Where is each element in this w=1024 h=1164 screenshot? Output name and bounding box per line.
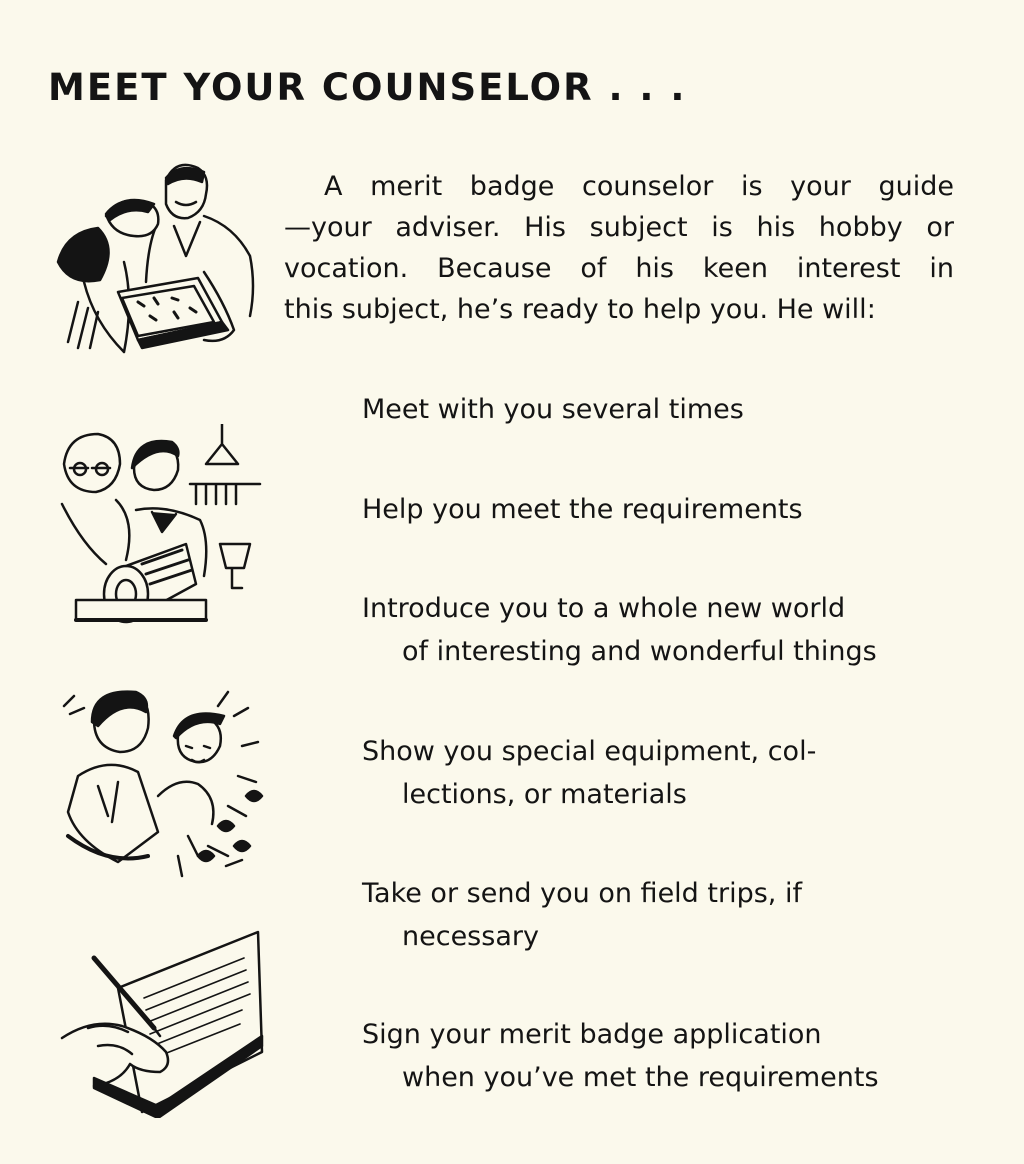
list-item-line: Show you special equipment, col- — [362, 736, 817, 767]
list-item-line: lections, or materials — [402, 779, 687, 810]
list-item — [362, 1013, 879, 1099]
list-item-line: when you’ve met the requirements — [402, 1062, 879, 1093]
list-item — [362, 872, 802, 958]
list-item-line: Sign your merit badge application — [362, 1019, 822, 1050]
page-title: MEET YOUR COUNSELOR . . . — [48, 66, 687, 109]
intro-line: vocation. Because of his keen interest in — [284, 253, 954, 284]
intro-line: A merit badge counselor is your guide — [324, 171, 954, 202]
list-item-line: Take or send you on field trips, if — [362, 878, 802, 909]
intro-line: this subject, he’s ready to help you. He will: — [284, 294, 876, 325]
hand-signing-application-illustration — [58, 928, 264, 1118]
counselor-and-scout-outdoors-illustration — [58, 686, 264, 886]
list-item-line: necessary — [402, 921, 539, 952]
list-item-line: Introduce you to a whole new world — [362, 593, 846, 624]
list-item-line: Help you meet the requirements — [362, 494, 803, 525]
list-item — [362, 587, 877, 673]
intro-line: —your adviser. His subject is his hobby or — [284, 212, 954, 243]
list-item-line: of interesting and wonderful things — [402, 636, 877, 667]
counselor-and-scout-with-collection-illustration — [54, 152, 264, 377]
list-item — [362, 388, 744, 431]
list-item — [362, 488, 803, 531]
counselor-and-scout-with-machine-illustration — [56, 424, 266, 634]
list-item — [362, 730, 816, 816]
intro-paragraph — [284, 166, 954, 330]
list-item-line: Meet with you several times — [362, 394, 744, 425]
